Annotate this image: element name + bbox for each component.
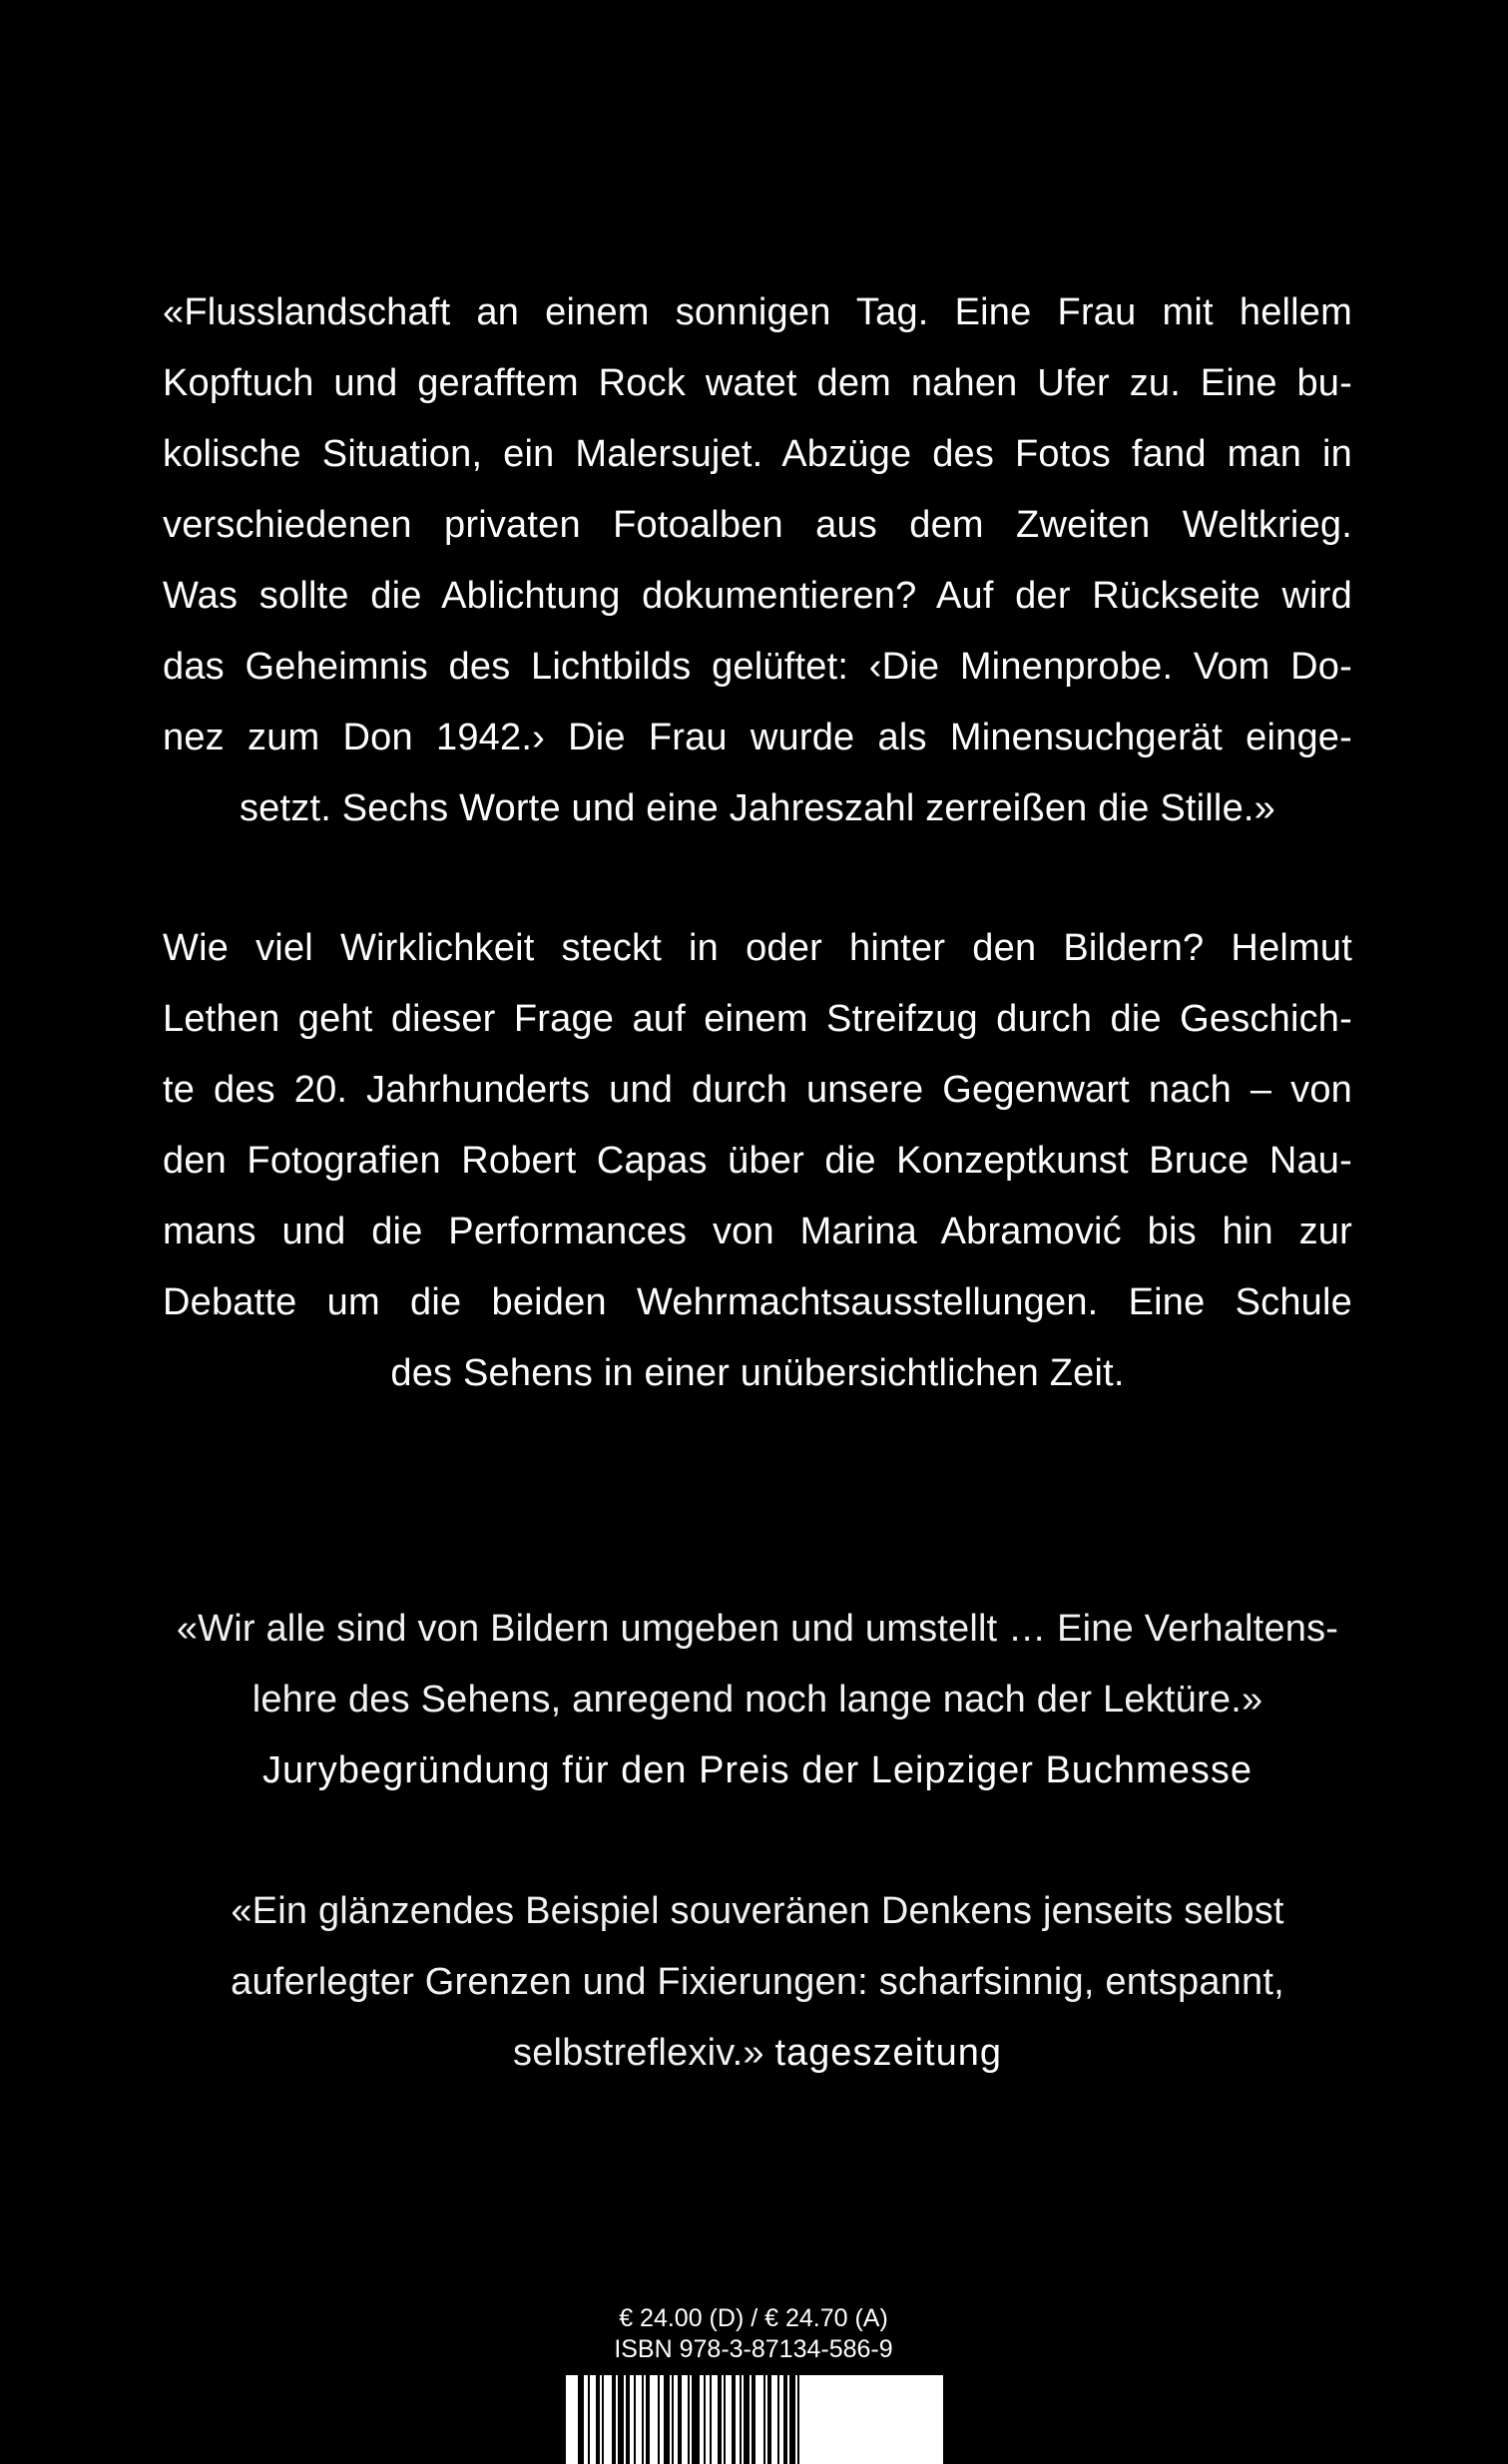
barcode-bar [777,2375,779,2464]
barcode-bar [642,2375,644,2464]
barcode-bar [789,2375,795,2464]
barcode-bar [618,2375,624,2464]
review-line: selbstreflexiv.» [513,2032,764,2074]
review-source: tageszeitung [774,2032,1002,2074]
review-line: «Wir alle sind von Bildern umgeben und umstellt … Eine Verhaltens- [176,1608,1339,1650]
description-line: Lethen geht dieser Frage auf einem Streifzug durch die Geschich- [163,998,1352,1040]
quote-line: nez zum Don 1942.› Die Frau wurde als Minensuchgerät einge- [163,717,1352,758]
barcode-graphic [566,2375,943,2464]
barcode-bar [744,2375,750,2464]
barcode-bar [646,2375,650,2464]
quote-line: Was sollte die Ablichtung dokumentieren? Auf der Rückseite wird [163,575,1352,617]
barcode-bar [732,2375,736,2464]
book-description [163,913,1352,1409]
description-line: den Fotografien Robert Capas über die Konzeptkunst Bruce Nau- [163,1140,1352,1182]
review-source: Jurybegründung für den Preis der Leipziger Buchmesse [262,1749,1253,1791]
review-quote-1 [163,1594,1352,1806]
price-text: € 24.00 (D) / € 24.70 (A) [619,2304,888,2332]
barcode-bar [588,2375,590,2464]
quote-line: setzt. Sechs Worte und eine Jahreszahl zerreißen die Stille.» [239,787,1275,829]
barcode-icon [566,2375,943,2464]
review-line: «Ein glänzendes Beispiel souveränen Denkens jenseits selbst [231,1890,1284,1932]
barcode-bar [783,2375,787,2464]
quote-line: das Geheimnis des Lichtbilds gelüftet: ‹Die Minenprobe. Vom Do- [163,646,1352,688]
isbn-text: ISBN 978-3-87134-586-9 [614,2335,893,2363]
barcode-bar [634,2375,636,2464]
barcode-bar [672,2375,674,2464]
barcode-bar [740,2375,742,2464]
barcode-bar [718,2375,722,2464]
barcode-bar [797,2375,799,2464]
review-line: lehre des Sehens, anregend noch lange nach der Lektüre.» [251,1679,1263,1721]
barcode-bar [626,2375,630,2464]
barcode-bar [767,2375,771,2464]
barcode-bar [664,2375,670,2464]
quote-line: kolische Situation, ein Malersujet. Abzüge des Fotos fand man in [163,433,1352,475]
description-line: te des 20. Jahrhunderts und durch unsere Gegenwart nach – von [163,1069,1352,1111]
barcode-bar [704,2375,706,2464]
description-line: Debatte um die beiden Wehrmachtsausstellungen. Eine Schule [163,1281,1352,1323]
barcode-bar [710,2375,712,2464]
barcode-bar [678,2375,682,2464]
barcode-bar [763,2375,765,2464]
review-quote-2 [163,1876,1352,2089]
barcode-bar [578,2375,584,2464]
book-excerpt-quote [163,277,1352,844]
review-last-line [163,2018,1352,2089]
barcode-bar [724,2375,726,2464]
barcode-bar [612,2375,616,2464]
quote-line: verschiedenen privaten Fotoalben aus dem Zweiten Weltkrieg. [163,504,1352,546]
quote-line: «Flusslandschaft an einem sonnigen Tag. Eine Frau mit hellem [163,291,1352,333]
description-line: Wie viel Wirklichkeit steckt in oder hinter den Bildern? Helmut [163,927,1352,969]
barcode-bar [752,2375,755,2464]
description-line: des Sehens in einer unübersichtlichen Zeit. [390,1352,1125,1394]
barcode-bar [688,2375,690,2464]
quote-line: Kopftuch und gerafftem Rock watet dem nahen Ufer zu. Eine bu- [163,362,1352,404]
description-line: mans und die Performances von Marina Abramović bis hin zur [163,1211,1352,1252]
barcode-bar [692,2375,700,2464]
review-line: auferlegter Grenzen und Fixierungen: scharfsinnig, entspannt, [231,1961,1284,2003]
barcode-bar [602,2375,604,2464]
barcode-bar [658,2375,660,2464]
barcode-bar [596,2375,600,2464]
price-info [559,2303,948,2365]
